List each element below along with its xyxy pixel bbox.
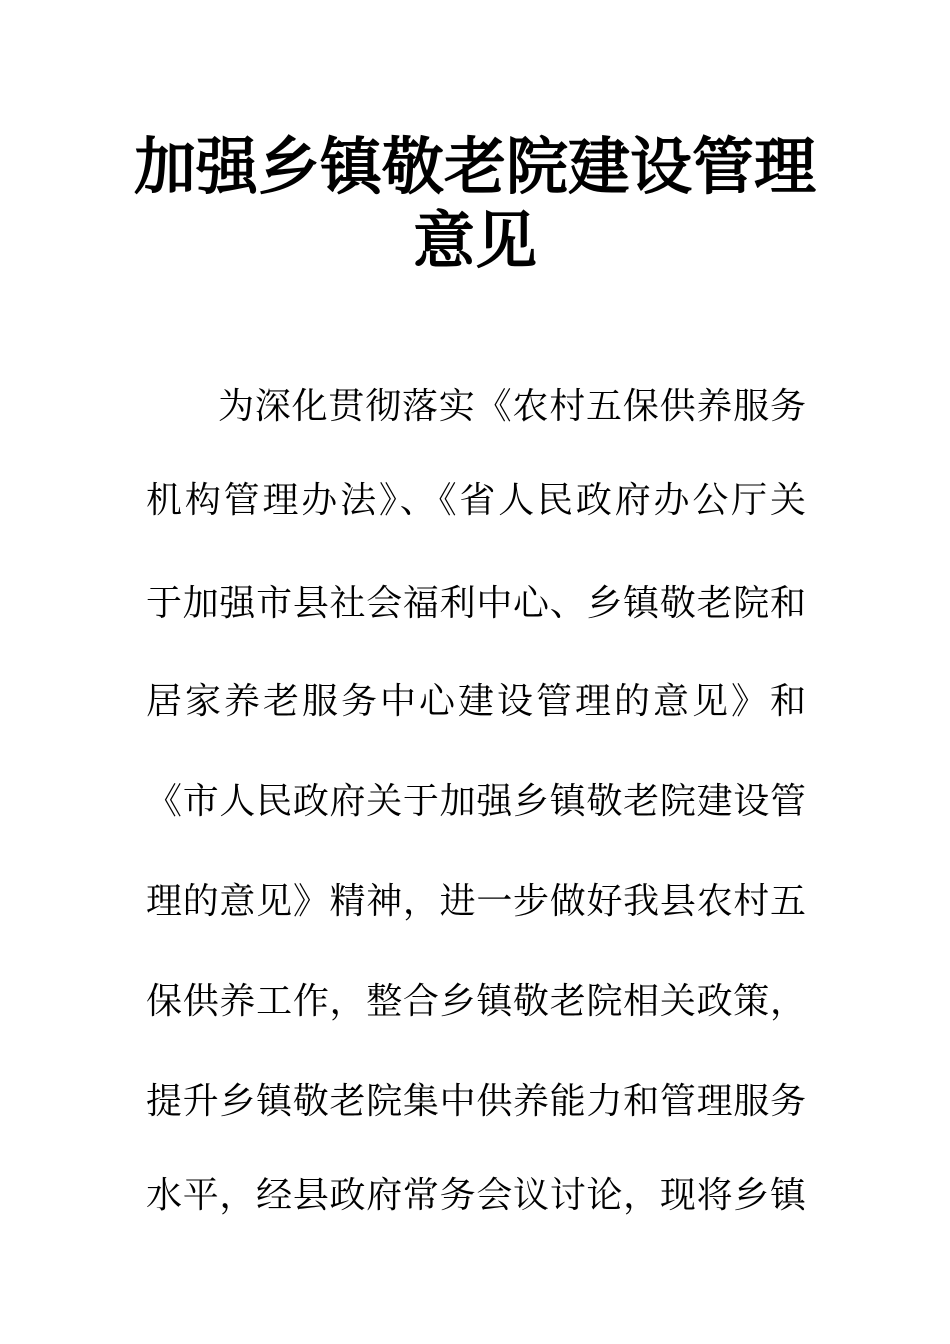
body-line-6: 理的意见》精神，进一步做好我县农村五 (146, 881, 806, 922)
body-line-9: 水平，经县政府常务会议讨论，现将乡镇 (146, 1175, 806, 1216)
body-line-3: 于加强市县社会福利中心、乡镇敬老院和 (146, 583, 806, 624)
body-line-5: 《市人民政府关于加强乡镇敬老院建设管 (146, 781, 806, 822)
document-title-line-2: 意见 (412, 204, 537, 277)
body-line-2: 机构管理办法》、《省人民政府办公厅关 (146, 480, 806, 521)
body-line-1: 为深化贯彻落实《农村五保供养服务 (218, 386, 806, 427)
body-line-4: 居家养老服务中心建设管理的意见》和 (146, 681, 806, 722)
body-line-7: 保供养工作，整合乡镇敬老院相关政策， (146, 981, 806, 1022)
body-line-8: 提升乡镇敬老院集中供养能力和管理服务 (146, 1081, 806, 1122)
document-title-line-1: 加强乡镇敬老院建设管理 (133, 130, 816, 203)
